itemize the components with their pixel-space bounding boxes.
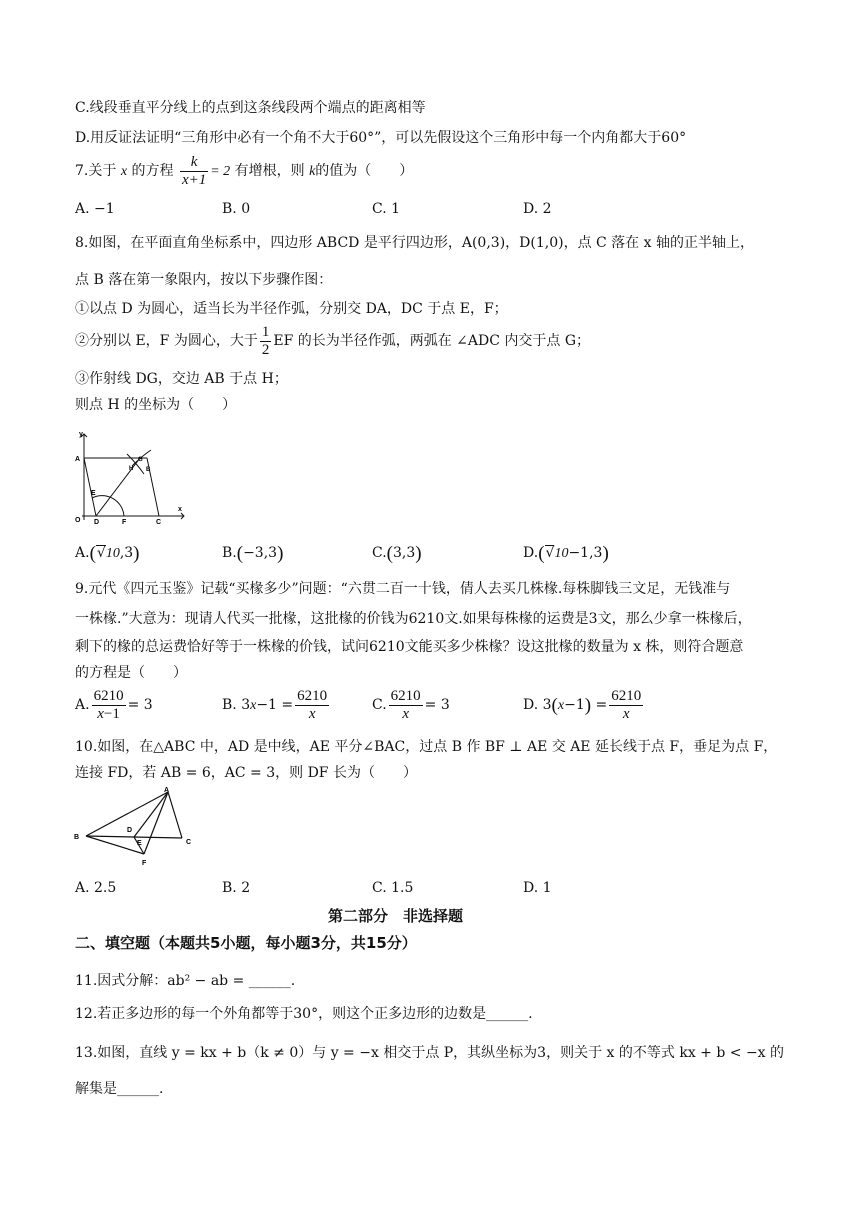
q8-label-x: x xyxy=(178,506,182,513)
q8-option-a: A.(√10,3) xyxy=(75,543,140,564)
q7-option-c: C. 1 xyxy=(372,201,401,217)
q7-option-b: B. 0 xyxy=(222,201,251,217)
q10-option-a: A. 2.5 xyxy=(75,880,117,896)
q10-line1: 10.如图，在△ABC 中，AD 是中线，AE 平分∠BAC，过点 B 作 BF ⊥ AE 交 AE 延长线于点 F，垂足为点 F， xyxy=(75,739,778,755)
q7-fraction: $\frac{k}{x+1}$ xyxy=(181,153,207,188)
q6-option-d: D.用反证法证明“三角形中必有一个角不大于60°”，可以先假设这个三角形中每一个内角都大于60° xyxy=(75,130,687,146)
q8-label-d: D xyxy=(94,519,100,526)
q8-step3: ③作射线 DG，交边 AB 于点 H； xyxy=(75,371,288,387)
q8-label-f: F xyxy=(122,519,127,526)
q8-step1: ①以点 D 为圆心，适当长为半径作弧，分别交 DA，DC 于点 E，F； xyxy=(75,301,508,317)
q8-label-b: B xyxy=(146,467,151,473)
median-ad xyxy=(134,792,168,837)
q10-option-b: B. 2 xyxy=(222,880,251,896)
arc-ef xyxy=(92,496,124,516)
q8-label-y: y xyxy=(79,431,83,438)
q11: 11.因式分解：ab² − ab = ______. xyxy=(75,973,296,989)
q8-line1: 8.如图，在平面直角坐标系中，四边形 ABCD 是平行四边形，A(0,3)，D(1,0)，点 C 落在 x 轴的正半轴上， xyxy=(75,235,754,251)
q8-half-fraction: $\frac{1}{2}$ xyxy=(261,323,270,358)
bisector-af xyxy=(144,792,168,854)
q8-label-e: E xyxy=(91,490,96,497)
q9-option-c: C. $\frac{6210}{x}$ = 3 xyxy=(372,687,450,722)
q7-stem: 7.关于 x 的方程 $\frac{k}{x+1}$ = 2 有增根，则 k的值为（ ） xyxy=(75,153,414,188)
q12: 12.若正多边形的每一个外角都等于30°，则这个正多边形的边数是______. xyxy=(75,1006,533,1022)
q9-option-a: A. $\frac{6210}{x-1}$ = 3 xyxy=(75,687,153,722)
q8-option-b: B.(−3,3) xyxy=(222,543,284,564)
q9-line4: 的方程是（ ） xyxy=(75,665,187,681)
q8-option-c: C.(3,3) xyxy=(372,543,422,564)
q8-line2: 点 B 落在第一象限内，按以下步骤作图： xyxy=(75,272,333,288)
q10-figure xyxy=(70,784,198,876)
q10-label-e: E xyxy=(137,840,142,847)
q9-option-d: D. 3(x−1) = $\frac{6210}{x}$ xyxy=(523,687,642,722)
q7-option-d: D. 2 xyxy=(523,201,552,217)
q8-label-h: H xyxy=(129,466,134,472)
q10-label-a: A xyxy=(164,787,170,794)
q10-line2: 连接 FD，若 AB = 6，AC = 3，则 DF 长为（ ） xyxy=(75,765,417,781)
q8-label-o: O xyxy=(75,517,81,524)
q10-label-b: B xyxy=(74,834,80,841)
q10-option-c: C. 1.5 xyxy=(372,880,414,896)
q8-label-g: G xyxy=(138,457,143,463)
ray-dg xyxy=(96,458,140,516)
side-ad xyxy=(84,458,96,516)
q13-line1: 13.如图，直线 y = kx + b（k ≠ 0）与 y = −x 相交于点 P，其纵坐标为3，则关于 x 的不等式 kx + b < −x 的 xyxy=(75,1045,785,1061)
q8-step2: ②分别以 E，F 为圆心，大于 $\frac{1}{2}$ EF 的长为半径作弧，两弧在 ∠ADC 内交于点 G； xyxy=(75,323,591,358)
q9-line2: 一株椽.”大意为：现请人代买一批椽，这批椽的价钱为6210文.如果每株椽的运费是3文，那么少拿一株椽后， xyxy=(75,611,752,627)
q8-figure xyxy=(72,428,188,526)
q10-label-d: D xyxy=(127,827,133,834)
q8-label-a: A xyxy=(75,456,81,463)
q10-option-d: D. 1 xyxy=(523,880,552,896)
part2-title: 第二部分 非选择题 xyxy=(328,907,464,925)
q9-option-b: B. 3x−1 = $\frac{6210}{x}$ xyxy=(222,687,328,722)
section2-title: 二、填空题（本题共5小题，每小题3分，共15分） xyxy=(75,934,417,952)
q13-line2: 解集是______. xyxy=(75,1081,164,1097)
q8-label-c: C xyxy=(156,519,162,526)
q9-line1: 9.元代《四元玉鉴》记载“买椽多少”问题：“六贯二百一十钱，倩人去买几株椽.每株脚钱三文足，无钱准与 xyxy=(75,581,731,597)
q10-label-c: C xyxy=(186,839,192,846)
q8-ask: 则点 H 的坐标为（ ） xyxy=(75,397,237,413)
side-ac xyxy=(168,792,182,838)
q9-line3: 剩下的椽的总运费恰好等于一株椽的价钱，试问6210文能买多少株椽？设这批椽的数量为 x 株，则符合题意 xyxy=(75,639,744,655)
q8-option-d: D.(√10−1,3) xyxy=(523,543,609,564)
q6-option-c: C.线段垂直平分线上的点到这条线段两个端点的距离相等 xyxy=(75,100,426,116)
q10-label-f: F xyxy=(142,860,147,867)
q7-option-a: A. −1 xyxy=(75,201,115,217)
